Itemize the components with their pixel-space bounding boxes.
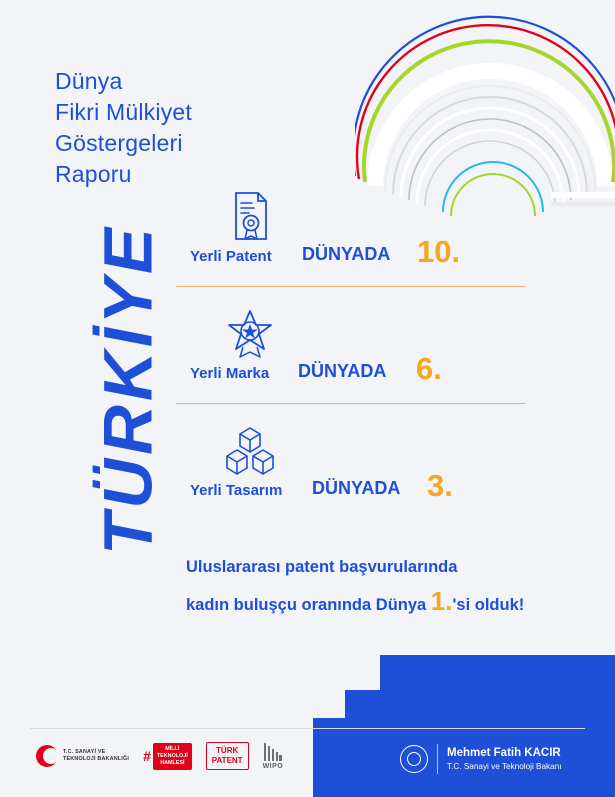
headline-line-3: Göstergeleri [55,130,183,156]
headline-line-2: Fikri Mülkiyet [55,99,192,125]
ministry-logo-line-1: T.C. SANAYİ VE [63,749,106,755]
statement-line-2 [186,584,606,622]
footer-logo-group [36,742,283,770]
hashtag-icon: # [143,748,151,764]
wipo-bars-icon [264,743,282,761]
ranking-label: Yerli Patent [190,248,272,265]
ministry-logo [36,745,129,767]
turkpatent-logo [206,742,249,770]
minister-name: Mehmet Fatih KACIR [447,746,561,759]
headline-line-1: Dünya [55,68,123,94]
minister-divider [437,744,438,774]
patent-document-icon [222,190,278,242]
footer-blue-block-large [380,655,615,797]
ranking-value: 3. [427,468,453,503]
ranking-value: 6. [416,351,442,386]
wipo-label: WIPO [262,762,284,770]
statement-line-2-post: 'si olduk! [452,596,525,614]
turkish-flag-crescent-icon [36,745,58,767]
row-divider [176,286,526,287]
statement-line-1: Uluslararası patent başvurularında [186,558,458,576]
milli-line-2: TEKNOLOJİ [156,752,188,759]
turkpatent-line-2: PATENT [211,756,243,765]
design-cubes-icon [222,424,278,476]
ranking-value: 10. [417,234,461,269]
milli-line-1: MİLLİ [165,745,180,752]
turkpatent-line-1: TÜRK [216,746,239,755]
ranking-row-patent [176,186,576,291]
vertical-country-title: TÜRKİYE [89,224,167,555]
ranking-list [176,186,576,525]
milli-teknoloji-logo [143,743,192,770]
ranking-world-text: DÜNYADA [298,361,387,381]
wipo-logo [263,743,284,770]
ranking-row-design [176,420,576,525]
headline-line-4: Raporu [55,161,132,187]
trademark-star-icon [222,307,278,359]
footer-divider [30,728,585,729]
ranking-world-text: DÜNYADA [302,244,391,264]
ministry-seal-icon [400,745,428,773]
ranking-label: Yerli Tasarım [190,482,283,499]
ranking-row-trademark [176,303,576,408]
footer-blue-block-small [313,718,349,797]
footer-blue-block-medium [345,690,385,797]
statement-line-2-pre: kadın buluşçu oranında Dünya [186,596,427,614]
ranking-world-text: DÜNYADA [312,478,401,498]
minister-block [400,744,562,774]
page-title [55,66,192,190]
ministry-logo-line-2: TEKNOLOJİ BAKANLIĞI [63,756,130,762]
milli-line-3: HAMLESİ [160,759,185,766]
statement-highlight-number: 1. [430,586,453,616]
row-divider [176,403,526,404]
statement-text [186,550,606,622]
ranking-label: Yerli Marka [190,365,270,382]
minister-title: T.C. Sanayi ve Teknoloji Bakanı [447,761,562,771]
